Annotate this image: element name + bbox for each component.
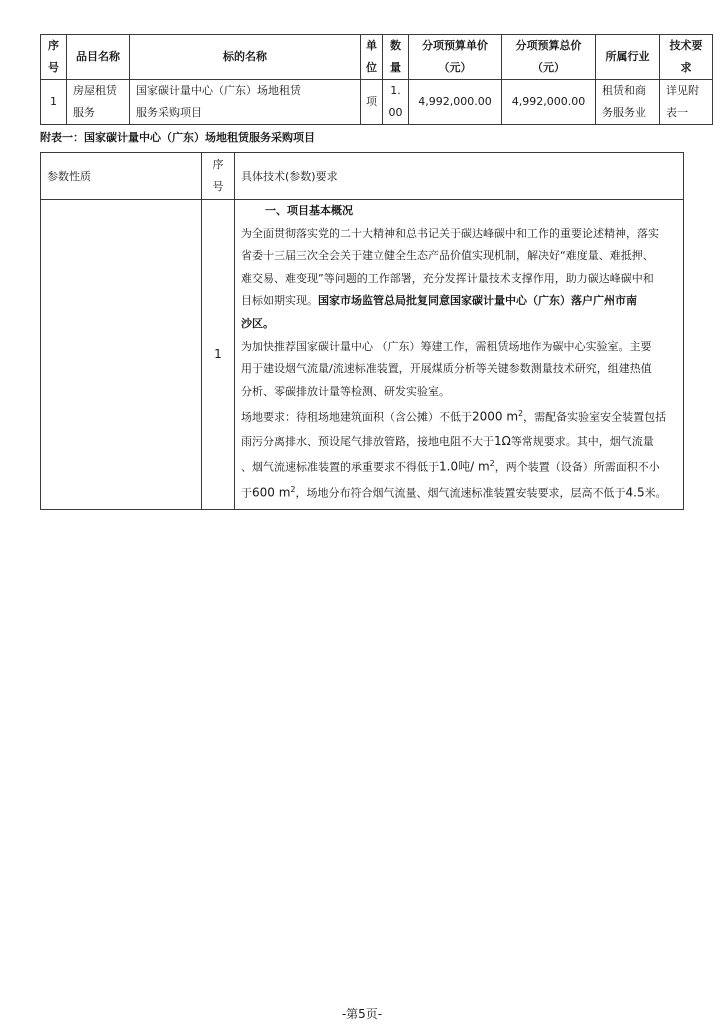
para1-bold-line: 沙区。 bbox=[241, 316, 274, 330]
cell-param bbox=[41, 200, 202, 510]
para3-line: 、烟气流速标准装置的承重要求不得低于1.0吨/ $m^2$，两个装置（设备）所需面积不小 bbox=[241, 459, 660, 474]
summary-table bbox=[40, 34, 713, 125]
cell-industry: 租赁和商 务服务业 bbox=[596, 80, 660, 125]
annex-table bbox=[40, 152, 684, 510]
header-item-name: 品目名称 bbox=[67, 35, 130, 80]
para1-line: 为全面贯彻落实党的二十大精神和总书记关于碳达峰碳中和工作的重要论述精神，落实 bbox=[241, 226, 659, 240]
summary-header-row bbox=[41, 35, 713, 80]
para1-line: 目标如期实现。国家市场监管总局批复同意国家碳计量中心（广东）落户广州市南 bbox=[241, 294, 637, 308]
para2-line: 为加快推荐国家碳计量中心 （广东）筹建工作，需租赁场地作为碳中心实验室。主要 bbox=[241, 339, 652, 353]
section-title: 一、项目基本概况 bbox=[265, 204, 353, 217]
header-total-price: 分项预算总价 （元） bbox=[502, 35, 596, 80]
para2-line: 用于建设烟气流量/流速标准装置，开展煤质分析等关键参数测量技术研究，组建热值 bbox=[241, 362, 652, 376]
header-subject-name: 标的名称 bbox=[130, 35, 361, 80]
cell-total-price: 4,992,000.00 bbox=[502, 80, 596, 125]
annex-header-row bbox=[41, 153, 684, 200]
para3-line: 于600 $m^2$，场地分布符合烟气流量、烟气流速标准装置安装要求，层高不低于4.5米。 bbox=[241, 485, 667, 501]
header-quantity: 数 量 bbox=[383, 35, 409, 80]
cell-annex-seq: 1 bbox=[202, 200, 235, 510]
cell-item-name: 房屋租赁 服务 bbox=[67, 80, 130, 125]
para1-bold: 国家市场监管总局批复同意国家碳计量中心（广东）落户广州市南 bbox=[318, 294, 637, 308]
summary-data-row bbox=[41, 80, 713, 125]
cell-unit: 项 bbox=[361, 80, 383, 125]
cell-quantity: 1. 00 bbox=[383, 80, 409, 125]
page-number: -第5页- bbox=[341, 1007, 383, 1021]
cell-requirement bbox=[235, 200, 684, 510]
annex-caption: 附表一：国家碳计量中心（广东）场地租赁服务采购项目 bbox=[40, 131, 315, 144]
para2-line: 分析、零碳排放计量等检测、研发实验室。 bbox=[241, 384, 450, 398]
cell-seq: 1 bbox=[41, 80, 67, 125]
para1-line: 省委十三届三次全会关于建立健全生态产品价值实现机制，解决好“难度量、难抵押、 bbox=[241, 249, 654, 263]
cell-unit-price: 4,992,000.00 bbox=[409, 80, 502, 125]
header-unit: 单 位 bbox=[361, 35, 383, 80]
header-unit-price: 分项预算单价 （元） bbox=[409, 35, 502, 80]
header-seq: 序 号 bbox=[41, 35, 67, 80]
para3-line: 雨污分离排水、预设尾气排放管路，接地电阻不大于1Ω等常规要求。其中，烟气流量 bbox=[241, 433, 654, 448]
header-requirement: 具体技术(参数)要求 bbox=[235, 153, 684, 200]
cell-subject-name: 国家碳计量中心（广东）场地租赁 服务采购项目 bbox=[130, 80, 361, 125]
cell-tech-req: 详见附 表一 bbox=[660, 80, 713, 125]
para3-line: 场地要求：待租场地建筑面积（含公摊）不低于2000 $m^2$，需配备实验室安全装置包括 bbox=[241, 409, 667, 424]
header-annex-seq: 序 号 bbox=[202, 153, 235, 200]
annex-data-row bbox=[41, 200, 684, 510]
para1-line: 难交易、难变现”等问题的工作部署，充分发挥计量技术支撑作用，助力碳达峰碳中和 bbox=[241, 271, 654, 285]
header-tech-req: 技术要 求 bbox=[660, 35, 713, 80]
header-industry: 所属行业 bbox=[596, 35, 660, 80]
header-param: 参数性质 bbox=[41, 153, 202, 200]
